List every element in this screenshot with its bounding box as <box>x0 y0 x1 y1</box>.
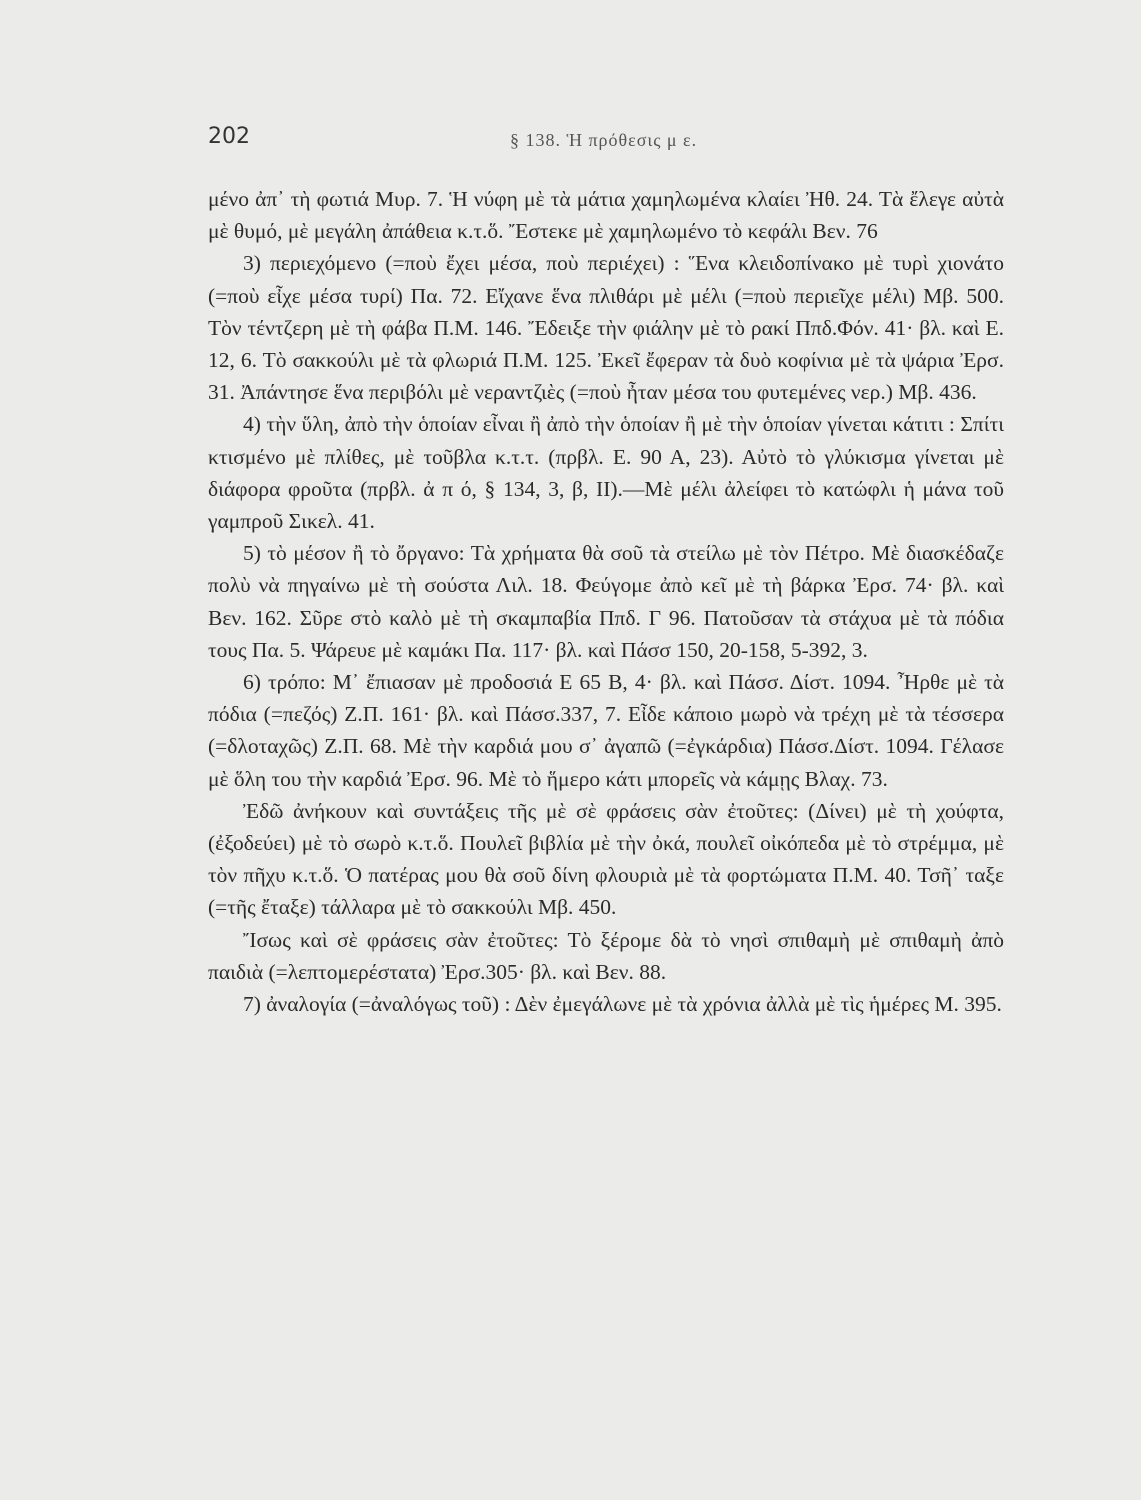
paragraph-7-proportion: 7) ἀναλογία (=ἀναλόγως τοῦ) : Δὲν ἐμεγάλωνε μὲ τὰ χρόνια ἀλλὰ μὲ τὶς ἡμέρες Μ. 395. <box>243 992 1002 1017</box>
paragraph-phrases: Ἐδῶ ἀνήκουν καὶ συντάξεις τῆς μὲ σὲ φράσεις σὰν ἐτοῦτες: (Δίνει) μὲ τὴ χούφτα, (ἐξοδεύει) μὲ τὸ σωρὸ κ.τ.ὅ. Πουλεῖ βιβλία μὲ τὴν ὀκά, πουλεῖ οἰκόπεδα μὲ τὸ στρέμμα, μὲ τὸν πῆχυ κ.τ.ὅ. Ὁ πατέρας μου θὰ σοῦ δίνη φλουριὰ μὲ τὰ φορτώματα Π.Μ. 40. Τσῆ᾽ ταξε (=τῆς ἔταξε) τάλλαρα μὲ τὸ σακκούλι Μβ. 450. <box>208 798 1004 920</box>
page-number: 202 <box>208 124 250 149</box>
paragraph-4-material: 4) τὴν ὕλη, ἀπὸ τὴν ὁποίαν εἶναι ἢ ἀπὸ τὴν ὁποίαν ἢ μὲ τὴν ὁποίαν γίνεται κάτιτι : Σπίτι κτισμένο μὲ πλίθες, μὲ τοῦβλα κ.τ.τ. (πρβλ. Ε. 90 Α, 23). Αὐτὸ τὸ γλύκισμα γίνεται μὲ διάφορα φροῦτα (πρβλ. ἀ π ό, § 134, 3, β, ΙΙ).—Μὲ μέλι ἀλείφει τὸ κατώφλι ἡ μάνα τοῦ γαμπροῦ Σικελ. 41. <box>208 412 1004 534</box>
paragraph-phrases-2: Ἴσως καὶ σὲ φράσεις σὰν ἐτοῦτες: Τὸ ξέρομε δὰ τὸ νησὶ σπιθαμὴ μὲ σπιθαμὴ ἀπὸ παιδιὰ (=λεπτομερέστατα) Ἐρσ.305· βλ. καὶ Βεν. 88. <box>208 927 1004 984</box>
paragraph-5-means: 5) τὸ μέσον ἢ τὸ ὄργανο: Τὰ χρήματα θὰ σοῦ τὰ στείλω μὲ τὸν Πέτρο. Μὲ διασκέδαζε πολὺ νὰ πηγαίνω μὲ τὴ σούστα Λιλ. 18. Φεύγομε ἀπὸ κεῖ μὲ τὴ βάρκα Ἐρσ. 74· βλ. καὶ Βεν. 162. Σῦρε στὸ καλὸ μὲ τὴ σκαμπαβία Ππδ. Γ 96. Πατοῦσαν τὰ στάχυα μὲ τὰ πόδια τους Πα. 5. Ψάρευε μὲ καμάκι Πα. 117· βλ. καὶ Πάσσ 150, 20-158, 5-392, 3. <box>208 541 1004 662</box>
paragraph-continuation: μένο ἀπ᾽ τὴ φωτιά Μυρ. 7. Ἡ νύφη μὲ τὰ μάτια χαμηλωμένα κλαίει Ἠθ. 24. Τὰ ἔλεγε αὐτὰ μὲ θυμό, μὲ μεγάλη ἀπάθεια κ.τ.ὅ. Ἔστεκε μὲ χαμηλωμένο τὸ κεφάλι Βεν. 76 <box>208 187 1004 244</box>
paragraph-3-content: 3) περιεχόμενο (=ποὺ ἔχει μέσα, ποὺ περιέχει) : Ἕνα κλειδοπίνακο μὲ τυρὶ χιονάτο (=ποὺ εἶχε μέσα τυρί) Πα. 72. Εἴχανε ἕνα πλιθάρι μὲ μέλι (=ποὺ περιεῖχε μέλι) Μβ. 500. Τὸν τέντζερη μὲ τὴ φάβα Π.Μ. 146. Ἔδειξε τὴν φιάλην μὲ τὸ ρακί Ππδ.Φόν. 41· βλ. καὶ Ε. 12, 6. Τὸ σακκούλι μὲ τὰ φλωριά Π.Μ. 125. Ἐκεῖ ἔφεραν τὰ δυὸ κοφίνια μὲ τὰ ψάρια Ἐρσ. 31. Ἀπάντησε ἕνα περιβόλι μὲ νεραντζιὲς (=ποὺ ἦταν μέσα του φυτεμένες νερ.) Μβ. 436. <box>208 251 1004 405</box>
paragraph-6-manner: 6) τρόπο: Μ᾽ ἔπιασαν μὲ προδοσιά Ε 65 Β, 4· βλ. καὶ Πάσσ. Δίστ. 1094. Ἦρθε μὲ τὰ πόδια (=πεζός) Ζ.Π. 161· βλ. καὶ Πάσσ.337, 7. Εἶδε κάποιο μωρὸ νὰ τρέχη μὲ τὰ τέσσερα (=δλοταχῶς) Ζ.Π. 68. Μὲ τὴν καρδιά μου σ᾽ ἀγαπῶ (=ἐγκάρδια) Πάσσ.Δίστ. 1094. Γέλασε μὲ ὅλη του τὴν καρδιά Ἐρσ. 96. Μὲ τὸ ἥμερο κάτι μπορεῖς νὰ κάμῃς Βλαχ. 73. <box>208 670 1004 791</box>
body-text <box>208 183 1004 1020</box>
running-head: § 138. Ἡ πρόθεσις μ ε. <box>510 130 698 150</box>
page-header <box>208 124 1008 164</box>
